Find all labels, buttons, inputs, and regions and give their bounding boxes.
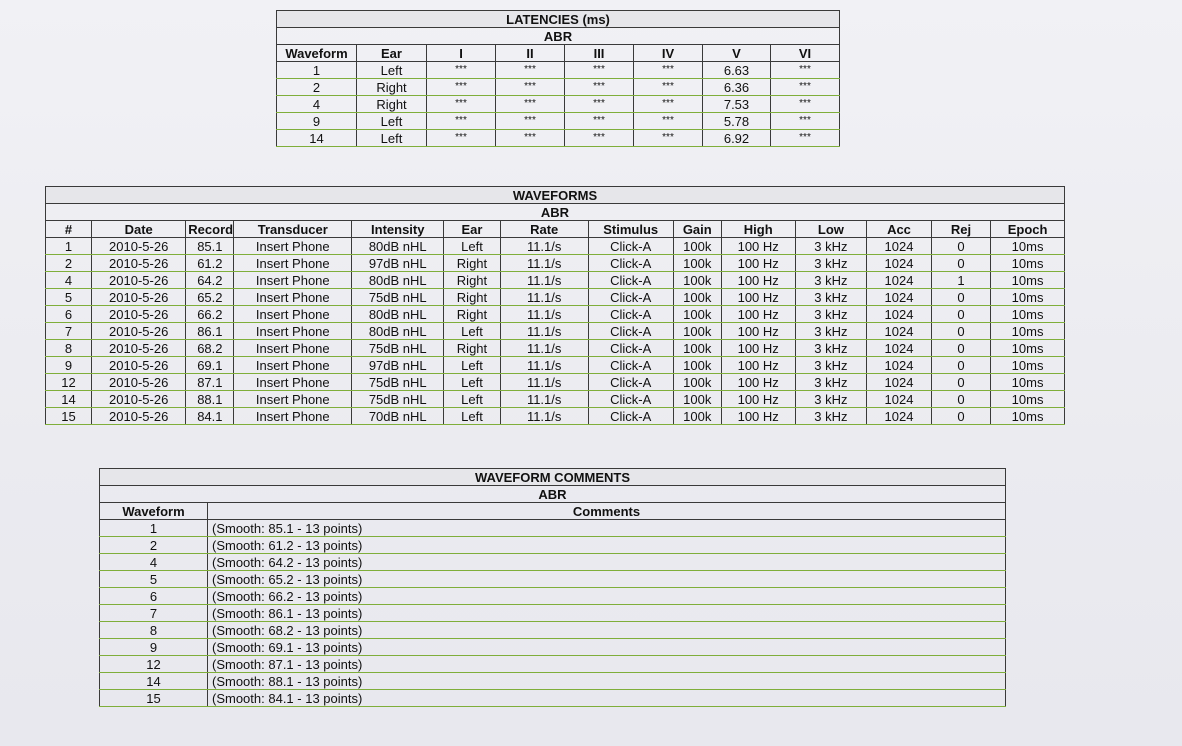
waveforms-cell: 100k: [673, 255, 721, 272]
latencies-subtitle: ABR: [277, 28, 840, 45]
waveforms-cell: 3 kHz: [795, 238, 867, 255]
latencies-cell: 6.36: [703, 79, 771, 96]
waveforms-cell: 10ms: [991, 323, 1065, 340]
waveforms-col-header: Ear: [444, 221, 500, 238]
waveforms-col-header: Rej: [931, 221, 990, 238]
waveforms-cell: 3 kHz: [795, 408, 867, 425]
waveforms-body: [46, 238, 1065, 425]
latencies-cell: ***: [634, 113, 703, 130]
waveforms-cell: 85.1: [186, 238, 234, 255]
waveforms-cell: 100k: [673, 323, 721, 340]
waveforms-cell: 0: [931, 238, 990, 255]
waveforms-cell: Left: [444, 391, 500, 408]
waveforms-cell: Insert Phone: [234, 306, 352, 323]
waveforms-cell: 1024: [867, 340, 932, 357]
table-row: [100, 690, 1006, 707]
waveforms-cell: Right: [444, 289, 500, 306]
waveforms-subtitle: ABR: [46, 204, 1065, 221]
waveforms-cell: 75dB nHL: [352, 374, 444, 391]
comments-cell: 15: [100, 690, 208, 707]
waveforms-cell: Insert Phone: [234, 272, 352, 289]
comments-cell: 7: [100, 605, 208, 622]
waveforms-cell: Click-A: [588, 374, 673, 391]
waveforms-cell: 3 kHz: [795, 374, 867, 391]
table-row: [100, 554, 1006, 571]
waveforms-cell: 5: [46, 289, 92, 306]
waveforms-cell: 10ms: [991, 408, 1065, 425]
latencies-cell: ***: [565, 130, 634, 147]
waveforms-cell: 11.1/s: [500, 272, 588, 289]
waveforms-cell: 100 Hz: [721, 272, 795, 289]
latencies-cell: ***: [427, 130, 496, 147]
table-row: [100, 656, 1006, 673]
latencies-cell: ***: [634, 130, 703, 147]
waveforms-cell: 87.1: [186, 374, 234, 391]
table-row: [100, 571, 1006, 588]
waveforms-cell: 10ms: [991, 340, 1065, 357]
latencies-table: [276, 10, 840, 147]
waveforms-cell: 9: [46, 357, 92, 374]
waveforms-cell: 12: [46, 374, 92, 391]
waveforms-cell: 100 Hz: [721, 357, 795, 374]
waveforms-cell: 2010-5-26: [92, 255, 186, 272]
waveforms-cell: 0: [931, 340, 990, 357]
waveforms-cell: 1024: [867, 272, 932, 289]
waveforms-cell: 100k: [673, 374, 721, 391]
waveforms-cell: 15: [46, 408, 92, 425]
latencies-cell: Left: [357, 62, 427, 79]
latencies-cell: 9: [277, 113, 357, 130]
comments-cell: (Smooth: 69.1 - 13 points): [208, 639, 1006, 656]
latencies-cell: 5.78: [703, 113, 771, 130]
comments-cell: 14: [100, 673, 208, 690]
waveforms-cell: 3 kHz: [795, 306, 867, 323]
table-row: [100, 605, 1006, 622]
waveforms-cell: 8: [46, 340, 92, 357]
latencies-cell: 4: [277, 96, 357, 113]
latencies-cell: ***: [496, 79, 565, 96]
waveforms-cell: 10ms: [991, 255, 1065, 272]
waveforms-cell: 86.1: [186, 323, 234, 340]
latencies-cell: ***: [427, 79, 496, 96]
waveforms-cell: Click-A: [588, 357, 673, 374]
waveforms-cell: 100 Hz: [721, 289, 795, 306]
waveforms-cell: Insert Phone: [234, 323, 352, 340]
latencies-cell: Left: [357, 130, 427, 147]
waveforms-cell: 100 Hz: [721, 255, 795, 272]
waveforms-cell: 1: [46, 238, 92, 255]
comments-cell: 8: [100, 622, 208, 639]
waveforms-cell: 100 Hz: [721, 340, 795, 357]
latencies-cell: 7.53: [703, 96, 771, 113]
latencies-cell: ***: [427, 113, 496, 130]
waveforms-cell: 70dB nHL: [352, 408, 444, 425]
waveforms-cell: 0: [931, 289, 990, 306]
waveforms-cell: Insert Phone: [234, 391, 352, 408]
waveforms-col-header: Transducer: [234, 221, 352, 238]
waveforms-cell: 100 Hz: [721, 408, 795, 425]
waveforms-cell: 11.1/s: [500, 289, 588, 306]
comments-cell: (Smooth: 68.2 - 13 points): [208, 622, 1006, 639]
comments-cell: (Smooth: 85.1 - 13 points): [208, 520, 1006, 537]
waveforms-cell: 2010-5-26: [92, 408, 186, 425]
latencies-cell: ***: [496, 130, 565, 147]
waveforms-cell: 100k: [673, 238, 721, 255]
waveforms-cell: 1024: [867, 289, 932, 306]
waveforms-table: [45, 186, 1065, 425]
latencies-cell: ***: [771, 130, 840, 147]
latencies-col-header: Waveform: [277, 45, 357, 62]
waveforms-cell: 100 Hz: [721, 323, 795, 340]
waveforms-cell: Left: [444, 323, 500, 340]
waveforms-cell: 11.1/s: [500, 340, 588, 357]
waveforms-cell: 6: [46, 306, 92, 323]
latencies-cell: ***: [427, 62, 496, 79]
waveforms-cell: Click-A: [588, 238, 673, 255]
waveforms-cell: 11.1/s: [500, 323, 588, 340]
waveforms-cell: 2010-5-26: [92, 306, 186, 323]
latencies-cell: ***: [771, 62, 840, 79]
waveforms-cell: 10ms: [991, 357, 1065, 374]
waveforms-col-header: Epoch: [991, 221, 1065, 238]
comments-col-header: Waveform: [100, 503, 208, 520]
waveforms-cell: 10ms: [991, 306, 1065, 323]
waveforms-title: WAVEFORMS: [46, 187, 1065, 204]
latencies-cell: ***: [634, 96, 703, 113]
waveforms-cell: Right: [444, 340, 500, 357]
table-row: [46, 374, 1065, 391]
latencies-cell: ***: [634, 79, 703, 96]
latencies-cell: 6.63: [703, 62, 771, 79]
waveforms-cell: Right: [444, 255, 500, 272]
waveforms-col-header: Intensity: [352, 221, 444, 238]
table-row: [100, 520, 1006, 537]
waveforms-cell: Click-A: [588, 340, 673, 357]
waveforms-cell: Insert Phone: [234, 357, 352, 374]
waveforms-col-header: Rate: [500, 221, 588, 238]
comments-table: [99, 468, 1006, 707]
latencies-col-header: II: [496, 45, 565, 62]
waveforms-cell: 3 kHz: [795, 357, 867, 374]
latencies-cell: ***: [496, 113, 565, 130]
waveforms-cell: 65.2: [186, 289, 234, 306]
latencies-cell: ***: [565, 96, 634, 113]
waveforms-cell: 100 Hz: [721, 238, 795, 255]
waveforms-col-header: Date: [92, 221, 186, 238]
waveforms-cell: 2010-5-26: [92, 289, 186, 306]
latencies-cell: ***: [771, 113, 840, 130]
waveforms-cell: 80dB nHL: [352, 272, 444, 289]
table-row: [277, 79, 840, 96]
waveforms-cell: 2: [46, 255, 92, 272]
waveforms-cell: 97dB nHL: [352, 255, 444, 272]
table-row: [46, 238, 1065, 255]
waveforms-col-header: Gain: [673, 221, 721, 238]
waveforms-cell: 11.1/s: [500, 408, 588, 425]
table-row: [100, 639, 1006, 656]
waveforms-cell: Click-A: [588, 306, 673, 323]
waveforms-cell: 100 Hz: [721, 306, 795, 323]
latencies-col-header: VI: [771, 45, 840, 62]
waveforms-cell: 75dB nHL: [352, 289, 444, 306]
waveforms-cell: 100k: [673, 289, 721, 306]
comments-subtitle: ABR: [100, 486, 1006, 503]
waveforms-col-header: Low: [795, 221, 867, 238]
comments-cell: 12: [100, 656, 208, 673]
waveforms-cell: 1024: [867, 391, 932, 408]
latencies-cell: Left: [357, 113, 427, 130]
latencies-cell: ***: [565, 113, 634, 130]
waveforms-cell: Left: [444, 374, 500, 391]
waveforms-cell: 10ms: [991, 238, 1065, 255]
waveforms-cell: 100k: [673, 408, 721, 425]
waveforms-cell: Click-A: [588, 391, 673, 408]
latencies-col-header: IV: [634, 45, 703, 62]
waveforms-cell: 1024: [867, 323, 932, 340]
waveforms-cell: 0: [931, 357, 990, 374]
table-row: [46, 272, 1065, 289]
latencies-col-header: III: [565, 45, 634, 62]
comments-col-header: Comments: [208, 503, 1006, 520]
waveforms-cell: 4: [46, 272, 92, 289]
waveforms-col-header: Stimulus: [588, 221, 673, 238]
table-row: [277, 113, 840, 130]
waveforms-cell: 100k: [673, 391, 721, 408]
latencies-col-header: Ear: [357, 45, 427, 62]
waveforms-col-header: Acc: [867, 221, 932, 238]
waveforms-cell: Left: [444, 238, 500, 255]
waveforms-cell: 2010-5-26: [92, 272, 186, 289]
comments-cell: (Smooth: 64.2 - 13 points): [208, 554, 1006, 571]
latencies-cell: ***: [427, 96, 496, 113]
waveforms-cell: 11.1/s: [500, 238, 588, 255]
waveforms-cell: 97dB nHL: [352, 357, 444, 374]
waveforms-cell: 84.1: [186, 408, 234, 425]
waveforms-cell: 61.2: [186, 255, 234, 272]
waveforms-cell: 3 kHz: [795, 255, 867, 272]
waveforms-cell: Insert Phone: [234, 408, 352, 425]
waveforms-cell: Click-A: [588, 272, 673, 289]
waveforms-cell: Click-A: [588, 323, 673, 340]
waveforms-cell: Insert Phone: [234, 238, 352, 255]
waveforms-cell: 0: [931, 408, 990, 425]
table-row: [277, 62, 840, 79]
waveforms-cell: 10ms: [991, 272, 1065, 289]
waveforms-cell: 1024: [867, 238, 932, 255]
waveforms-cell: 1024: [867, 357, 932, 374]
waveforms-cell: 11.1/s: [500, 374, 588, 391]
table-row: [46, 340, 1065, 357]
latencies-cell: 14: [277, 130, 357, 147]
waveforms-cell: Insert Phone: [234, 340, 352, 357]
waveforms-cell: 2010-5-26: [92, 374, 186, 391]
table-row: [100, 673, 1006, 690]
waveforms-cell: 2010-5-26: [92, 357, 186, 374]
waveforms-cell: 10ms: [991, 289, 1065, 306]
table-row: [46, 408, 1065, 425]
table-row: [100, 537, 1006, 554]
table-row: [46, 357, 1065, 374]
waveforms-cell: Left: [444, 357, 500, 374]
waveforms-cell: 0: [931, 323, 990, 340]
latencies-title: LATENCIES (ms): [277, 11, 840, 28]
table-row: [46, 323, 1065, 340]
waveforms-cell: 2010-5-26: [92, 238, 186, 255]
waveforms-cell: Click-A: [588, 255, 673, 272]
latencies-cell: 6.92: [703, 130, 771, 147]
waveforms-cell: 3 kHz: [795, 289, 867, 306]
waveforms-cell: Insert Phone: [234, 374, 352, 391]
comments-cell: 4: [100, 554, 208, 571]
table-row: [277, 96, 840, 113]
waveforms-cell: 0: [931, 306, 990, 323]
waveforms-cell: Right: [444, 306, 500, 323]
waveforms-cell: 80dB nHL: [352, 306, 444, 323]
comments-body: [100, 520, 1006, 707]
comments-cell: (Smooth: 88.1 - 13 points): [208, 673, 1006, 690]
comments-cell: (Smooth: 61.2 - 13 points): [208, 537, 1006, 554]
latencies-col-header: I: [427, 45, 496, 62]
waveforms-cell: 14: [46, 391, 92, 408]
table-row: [46, 306, 1065, 323]
waveforms-cell: 0: [931, 374, 990, 391]
latencies-cell: ***: [496, 62, 565, 79]
waveforms-cell: 1024: [867, 306, 932, 323]
waveforms-cell: 75dB nHL: [352, 340, 444, 357]
comments-cell: (Smooth: 65.2 - 13 points): [208, 571, 1006, 588]
waveforms-cell: 100k: [673, 340, 721, 357]
comments-cell: 5: [100, 571, 208, 588]
waveforms-col-header: Record: [186, 221, 234, 238]
waveforms-cell: 11.1/s: [500, 306, 588, 323]
latencies-body: [277, 62, 840, 147]
waveforms-cell: 1024: [867, 374, 932, 391]
waveforms-cell: 2010-5-26: [92, 391, 186, 408]
table-row: [46, 391, 1065, 408]
latencies-col-header: V: [703, 45, 771, 62]
waveforms-cell: 100k: [673, 306, 721, 323]
waveforms-cell: 10ms: [991, 374, 1065, 391]
waveforms-cell: 0: [931, 391, 990, 408]
waveforms-cell: 2010-5-26: [92, 323, 186, 340]
waveforms-cell: 68.2: [186, 340, 234, 357]
comments-cell: (Smooth: 86.1 - 13 points): [208, 605, 1006, 622]
comments-cell: (Smooth: 87.1 - 13 points): [208, 656, 1006, 673]
waveforms-cell: 7: [46, 323, 92, 340]
waveforms-cell: 100k: [673, 357, 721, 374]
waveforms-cell: 11.1/s: [500, 357, 588, 374]
waveforms-cell: 0: [931, 255, 990, 272]
waveforms-cell: Click-A: [588, 289, 673, 306]
comments-cell: 6: [100, 588, 208, 605]
waveforms-cell: 3 kHz: [795, 340, 867, 357]
table-row: [46, 289, 1065, 306]
waveforms-cell: 10ms: [991, 391, 1065, 408]
waveforms-cell: 11.1/s: [500, 391, 588, 408]
waveforms-cell: 100 Hz: [721, 374, 795, 391]
latencies-cell: 2: [277, 79, 357, 96]
waveforms-cell: Insert Phone: [234, 289, 352, 306]
comments-cell: 1: [100, 520, 208, 537]
latencies-cell: Right: [357, 96, 427, 113]
latencies-cell: Right: [357, 79, 427, 96]
comments-cell: (Smooth: 84.1 - 13 points): [208, 690, 1006, 707]
table-row: [277, 130, 840, 147]
table-row: [100, 622, 1006, 639]
waveforms-header-row: [46, 221, 1065, 238]
waveforms-cell: 69.1: [186, 357, 234, 374]
waveforms-cell: Click-A: [588, 408, 673, 425]
waveforms-cell: 1: [931, 272, 990, 289]
waveforms-cell: 11.1/s: [500, 255, 588, 272]
comments-title: WAVEFORM COMMENTS: [100, 469, 1006, 486]
waveforms-cell: 1024: [867, 255, 932, 272]
waveforms-cell: 80dB nHL: [352, 323, 444, 340]
latencies-cell: 1: [277, 62, 357, 79]
waveforms-cell: 88.1: [186, 391, 234, 408]
waveforms-cell: 100 Hz: [721, 391, 795, 408]
comments-header-row: [100, 503, 1006, 520]
waveforms-cell: 3 kHz: [795, 272, 867, 289]
latencies-cell: ***: [771, 79, 840, 96]
waveforms-cell: 1024: [867, 408, 932, 425]
latencies-cell: ***: [771, 96, 840, 113]
comments-cell: 2: [100, 537, 208, 554]
comments-cell: (Smooth: 66.2 - 13 points): [208, 588, 1006, 605]
waveforms-cell: 2010-5-26: [92, 340, 186, 357]
latencies-cell: ***: [565, 62, 634, 79]
waveforms-cell: Right: [444, 272, 500, 289]
latencies-cell: ***: [565, 79, 634, 96]
waveforms-cell: 80dB nHL: [352, 238, 444, 255]
table-row: [100, 588, 1006, 605]
latencies-header-row: [277, 45, 840, 62]
waveforms-cell: 3 kHz: [795, 323, 867, 340]
waveforms-col-header: #: [46, 221, 92, 238]
waveforms-cell: Insert Phone: [234, 255, 352, 272]
waveforms-cell: 100k: [673, 272, 721, 289]
latencies-cell: ***: [634, 62, 703, 79]
waveforms-cell: 75dB nHL: [352, 391, 444, 408]
waveforms-cell: Left: [444, 408, 500, 425]
waveforms-cell: 64.2: [186, 272, 234, 289]
waveforms-cell: 66.2: [186, 306, 234, 323]
waveforms-cell: 3 kHz: [795, 391, 867, 408]
latencies-cell: ***: [496, 96, 565, 113]
table-row: [46, 255, 1065, 272]
comments-cell: 9: [100, 639, 208, 656]
waveforms-col-header: High: [721, 221, 795, 238]
